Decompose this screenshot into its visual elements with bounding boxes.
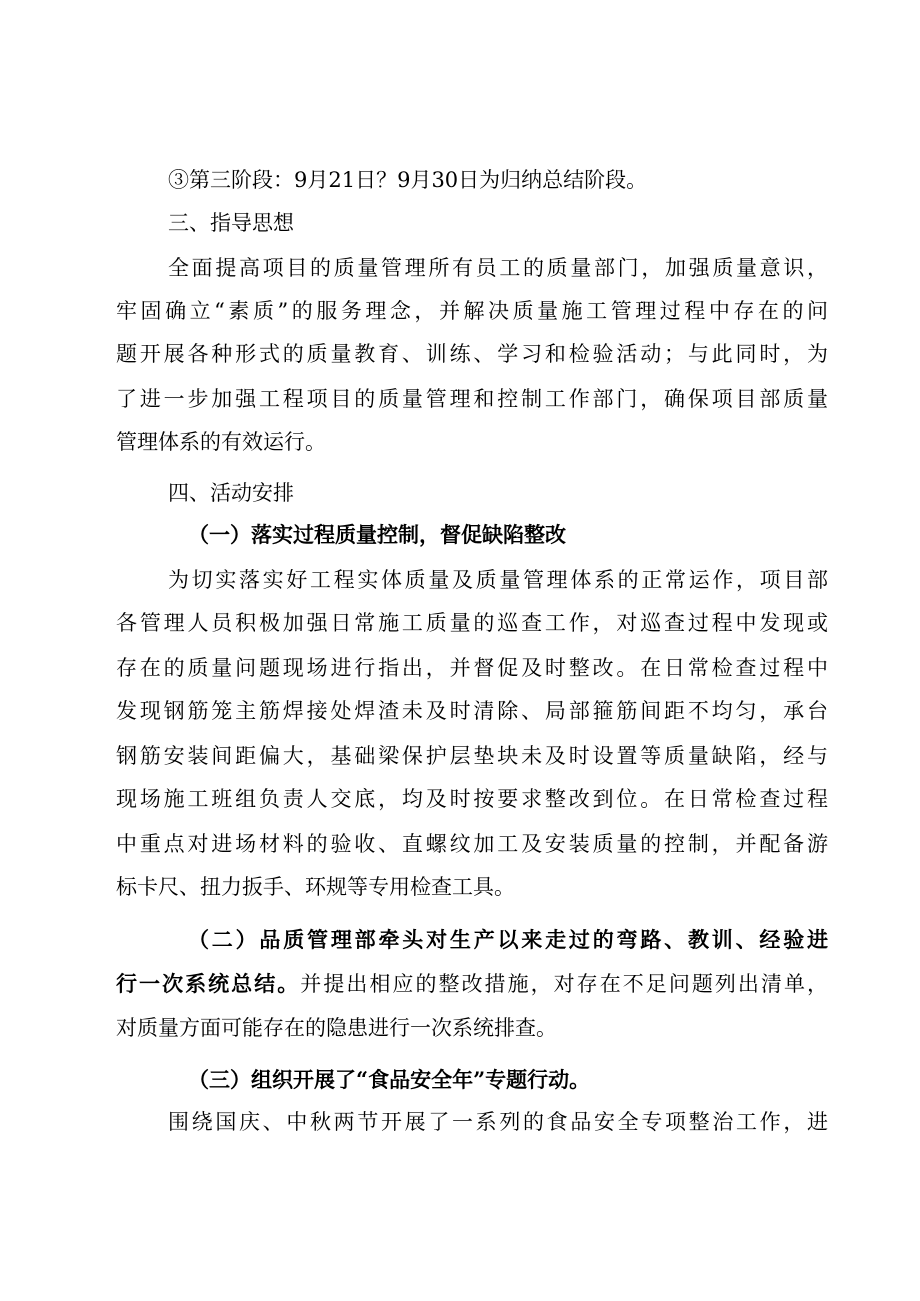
item1-line-1: 为切实落实好工程实体质量及质量管理体系的正常运作，项目部 [168,568,828,592]
section3-heading: 三、指导思想 [168,211,294,235]
item1-line-5: 钢筋安装间距偏大，基础梁保护层垫块未及时设置等质量缺陷，经与 [116,744,828,768]
section3-line-3: 题开展各种形式的质量教育、训练、学习和检验活动；与此同时，为 [116,342,828,366]
stage3-line: ③第三阶段：9月21日？9月30日为归纳总结阶段。 [168,168,648,192]
item1-line-6: 现场施工班组负责人交底，均及时按要求整改到位。在日常检查过程 [116,787,828,811]
section3-line-5: 管理体系的有效运行。 [116,430,326,454]
item1-line-3: 存在的质量问题现场进行指出，并督促及时整改。在日常检查过程中 [116,656,828,680]
item1-line-7: 中重点对进场材料的验收、直螺纹加工及安装质量的控制，并配备游 [116,832,828,856]
section4-heading: 四、活动安排 [168,481,294,505]
item2-title-line-1: （二）品质管理部牵头对生产以来走过的弯路、教训、经验进 [188,927,828,952]
item3-title: （三）组织开展了“食品安全年”专题行动。 [188,1067,591,1092]
item2-text-start: 并提出相应的整改措施，对存在不足问题列出清单， [300,972,829,996]
item1-line-8: 标卡尺、扭力扳手、环规等专用检查工具。 [116,875,515,899]
item2-line-3: 对质量方面可能存在的隐患进行一次系统排查。 [116,1016,557,1040]
section3-line-4: 了进一步加强工程项目的质量管理和控制工作部门，确保项目部质量 [116,387,828,411]
item2-title-end: 行一次系统总结。 [116,971,301,996]
item3-line-1: 围绕国庆、中秋两节开展了一系列的食品安全专项整治工作，进 [168,1110,828,1134]
section3-line-1: 全面提高项目的质量管理所有员工的质量部门，加强质量意识， [168,256,828,280]
item2-line-2 [116,969,828,999]
section3-line-2: 牢固确立“素质”的服务理念，并解决质量施工管理过程中存在的问 [116,299,828,323]
item1-title: （一）落实过程质量控制，督促缺陷整改 [188,522,566,547]
item1-line-4: 发现钢筋笼主筋焊接处焊渣未及时清除、局部箍筋间距不均匀，承台 [116,699,828,723]
item1-line-2: 各管理人员积极加强日常施工质量的巡查工作，对巡查过程中发现或 [116,611,828,635]
